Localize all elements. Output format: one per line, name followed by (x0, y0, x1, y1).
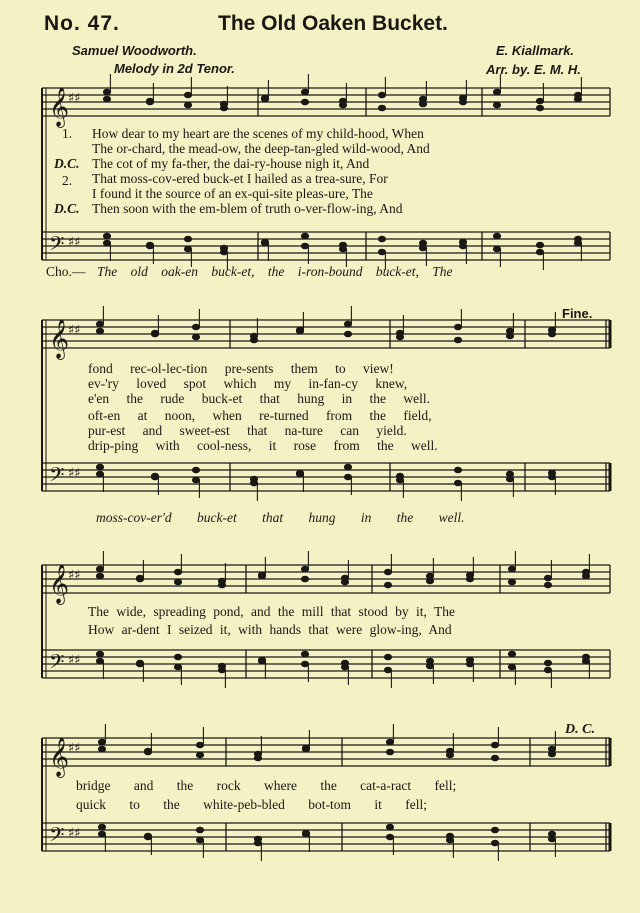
note-head (493, 233, 500, 239)
note-head (301, 651, 308, 657)
note-head (254, 755, 261, 761)
note-head (536, 105, 543, 111)
note-head (536, 242, 543, 248)
hymn-number: No. 47. (44, 12, 120, 35)
note-head (146, 99, 153, 105)
note-head (386, 824, 393, 830)
note-head (386, 749, 393, 755)
note-head (192, 324, 199, 330)
note-head (454, 337, 461, 343)
note-head (196, 742, 203, 748)
clef-icon: 𝄞 (49, 564, 70, 604)
note-head (574, 96, 581, 102)
key-signature-icon: ♯♯ (68, 235, 81, 250)
note-head (396, 334, 403, 340)
note-head (258, 573, 265, 579)
note-head (426, 573, 433, 579)
note-head (384, 654, 391, 660)
note-head (419, 96, 426, 102)
note-head (446, 752, 453, 758)
clef-icon: 𝄞 (49, 737, 70, 777)
lyric-line: e'en the rude buck-et that hung in the well. (88, 391, 430, 406)
note-head (508, 566, 515, 572)
note-head (341, 664, 348, 670)
note-head (386, 739, 393, 745)
note-head (491, 840, 498, 846)
note-head (548, 831, 555, 837)
note-head (544, 582, 551, 588)
lyric-line: The wide, spreading pond, and the mill that stood by it, The (88, 604, 455, 619)
lyricist-credit: Samuel Woodworth. (72, 43, 197, 58)
note-head (196, 752, 203, 758)
note-head (98, 831, 105, 837)
note-head (339, 102, 346, 108)
note-head (582, 573, 589, 579)
note-head (258, 658, 265, 664)
lyric-line: The or-chard, the mead-ow, the deep-tan-gled wild-wood, And (92, 141, 430, 156)
note-head (301, 233, 308, 239)
note-head (96, 321, 103, 327)
note-head (96, 573, 103, 579)
note-head (536, 98, 543, 104)
note-head (544, 660, 551, 666)
note-head (419, 240, 426, 246)
note-head (378, 236, 385, 242)
note-head (548, 746, 555, 752)
note-head (301, 576, 308, 582)
note-head (493, 89, 500, 95)
note-head (491, 827, 498, 833)
note-head (296, 328, 303, 334)
note-head (493, 246, 500, 252)
lyric-line: drip-ping with cool-ness, it rose from the well. (88, 438, 438, 453)
chorus-lyric: The old oak-en buck-et, the i-ron-bound buck-et, The (97, 264, 453, 279)
note-head (301, 661, 308, 667)
verse-number: 1. (62, 126, 73, 141)
note-head (536, 249, 543, 255)
note-head (96, 464, 103, 470)
note-head (378, 249, 385, 255)
melody-note: Melody in 2d Tenor. (114, 61, 235, 76)
note-head (96, 651, 103, 657)
note-head (378, 92, 385, 98)
note-head (548, 331, 555, 337)
note-head (174, 569, 181, 575)
note-head (508, 579, 515, 585)
note-head (386, 834, 393, 840)
note-head (98, 739, 105, 745)
note-head (192, 467, 199, 473)
lyric-line: Then soon with the em-blem of truth o-ver-flow-ing, And (92, 201, 403, 216)
note-head (136, 576, 143, 582)
arranger-credit: Arr. by. E. M. H. (486, 62, 581, 77)
note-head (103, 233, 110, 239)
note-head (144, 749, 151, 755)
note-head (544, 667, 551, 673)
note-head (192, 334, 199, 340)
note-head (136, 661, 143, 667)
lyric-line: How ar-dent I seized it, with hands that were glow-ing, And (88, 622, 452, 637)
dc-marker: D.C. (54, 201, 80, 216)
note-head (103, 96, 110, 102)
note-head (459, 243, 466, 249)
key-signature-icon: ♯♯ (68, 91, 81, 106)
note-head (301, 243, 308, 249)
note-head (301, 566, 308, 572)
note-head (302, 831, 309, 837)
note-head (103, 89, 110, 95)
note-head (544, 575, 551, 581)
note-head (96, 471, 103, 477)
note-head (184, 102, 191, 108)
note-head (196, 837, 203, 843)
note-head (506, 328, 513, 334)
note-head (302, 746, 309, 752)
note-head (218, 582, 225, 588)
clef-icon: 𝄞 (49, 319, 70, 359)
note-head (548, 474, 555, 480)
note-head (384, 667, 391, 673)
lyric-line: The cot of my fa-ther, the dai-ry-house nigh it, And (92, 156, 370, 171)
note-head (454, 467, 461, 473)
lyric-line: ev-'ry loved spot which my in-fan-cy knew, (88, 376, 408, 391)
note-head (151, 331, 158, 337)
note-head (184, 246, 191, 252)
key-signature-icon: ♯♯ (68, 466, 81, 481)
clef-icon: 𝄢 (49, 463, 65, 491)
note-head (454, 324, 461, 330)
lyric-line: quick to the white-peb-bled bot-tom it fell; (76, 797, 427, 812)
note-head (506, 471, 513, 477)
clef-icon: 𝄢 (49, 650, 65, 678)
note-head (96, 328, 103, 334)
clef-icon: 𝄢 (49, 823, 65, 851)
note-head (174, 654, 181, 660)
note-head (261, 240, 268, 246)
key-signature-icon: ♯♯ (68, 741, 81, 756)
note-head (344, 321, 351, 327)
key-signature-icon: ♯♯ (68, 323, 81, 338)
note-head (454, 480, 461, 486)
note-head (491, 742, 498, 748)
note-head (220, 105, 227, 111)
note-head (491, 755, 498, 761)
note-head (174, 579, 181, 585)
clef-icon: 𝄞 (49, 87, 70, 127)
lyric-line: How dear to my heart are the scenes of my child-hood, When (92, 126, 424, 141)
key-signature-icon: ♯♯ (68, 653, 81, 668)
note-head (196, 827, 203, 833)
note-head (192, 477, 199, 483)
hymn-title: The Old Oaken Bucket. (218, 12, 448, 35)
note-head (396, 477, 403, 483)
note-head (301, 89, 308, 95)
note-head (98, 824, 105, 830)
note-head (144, 834, 151, 840)
note-head (378, 105, 385, 111)
note-head (344, 464, 351, 470)
lyric-line: pur-est and sweet-est that na-ture can yield. (88, 423, 407, 438)
note-head (98, 746, 105, 752)
note-head (103, 240, 110, 246)
clef-icon: 𝄢 (49, 232, 65, 260)
key-signature-icon: ♯♯ (68, 568, 81, 583)
note-head (384, 569, 391, 575)
note-head (218, 667, 225, 673)
lyric-line: That moss-cov-ered buck-et I hailed as a trea-sure, For (92, 171, 388, 186)
chorus-lyric: moss-cov-er'd buck-et that hung in the well. (96, 510, 465, 525)
lyric-line: bridge and the rock where the cat-a-ract fell; (76, 778, 457, 793)
note-head (508, 664, 515, 670)
note-head (220, 249, 227, 255)
note-head (426, 658, 433, 664)
note-head (184, 236, 191, 242)
note-head (341, 579, 348, 585)
lyric-line: fond rec-ol-lec-tion pre-sents them to view! (88, 361, 394, 376)
dc-marker: D. C. (565, 722, 595, 737)
key-signature-icon: ♯♯ (68, 826, 81, 841)
note-head (344, 474, 351, 480)
composer-credit: E. Kiallmark. (496, 43, 575, 58)
note-head (146, 243, 153, 249)
note-head (493, 102, 500, 108)
note-head (582, 658, 589, 664)
note-head (151, 474, 158, 480)
note-head (96, 566, 103, 572)
dc-marker: D.C. (54, 156, 80, 171)
note-head (174, 664, 181, 670)
note-head (344, 331, 351, 337)
chorus-label: Cho.— (46, 264, 86, 279)
note-head (301, 99, 308, 105)
note-head (339, 246, 346, 252)
note-head (296, 471, 303, 477)
note-head (466, 576, 473, 582)
note-head (250, 480, 257, 486)
note-head (254, 840, 261, 846)
note-head (466, 661, 473, 667)
note-head (384, 582, 391, 588)
note-head (574, 240, 581, 246)
note-head (96, 658, 103, 664)
lyric-line: oft-en at noon, when re-turned from the field, (88, 408, 432, 423)
note-head (446, 837, 453, 843)
note-head (184, 92, 191, 98)
note-head (459, 99, 466, 105)
note-head (508, 651, 515, 657)
note-head (261, 96, 268, 102)
note-head (250, 337, 257, 343)
verse-number: 2. (62, 173, 73, 188)
fine-marker: Fine. (562, 306, 593, 321)
lyric-line: I found it the source of an ex-qui-site pleas-ure, The (92, 186, 373, 201)
